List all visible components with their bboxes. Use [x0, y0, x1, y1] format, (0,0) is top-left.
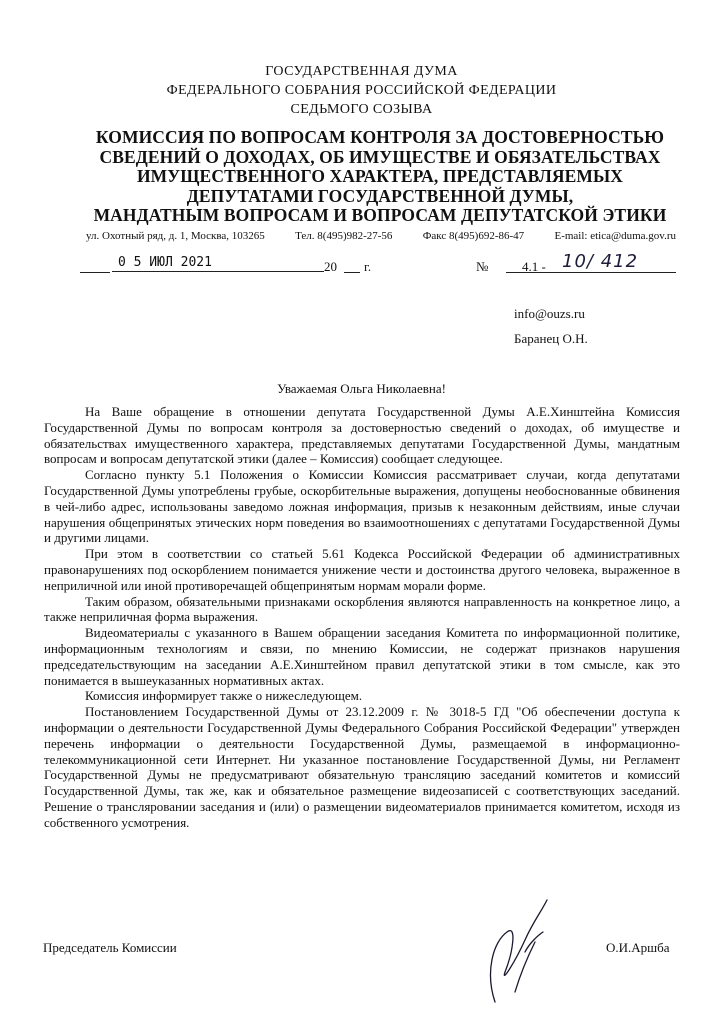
year-prefix: 20	[324, 259, 337, 274]
header-duma: ГОСУДАРСТВЕННАЯ ДУМА	[265, 64, 458, 79]
handwritten-signature	[455, 892, 575, 1012]
commission-title-line: ДЕПУТАТАМИ ГОСУДАРСТВЕННОЙ ДУМЫ,	[186, 185, 574, 206]
header-convocation: СЕДЬМОГО СОЗЫВА	[290, 102, 433, 117]
paragraph: При этом в соответствии со статьей 5.61 Кодекса Российской Федерации об административных правонарушениях под оскорблением понимается унижение чести и достоинства другого человека, выраженное в неприличной или иной противоречащей общепринятым нормам морали форме.	[44, 546, 680, 593]
number-handwritten: 10/ 412	[562, 251, 639, 272]
date-stamp: 0 5 ИЮЛ 2021	[112, 255, 324, 272]
recipient-email: info@ouzs.ru	[514, 306, 585, 321]
paragraph: Видеоматериалы с указанного в Вашем обращении заседания Комитета по информационной политике, информационным технологиям и связи, по мнению Комиссии, не содержат признаков нарушения председательствующим на заседании А.Е.Хинштейном правил депутатской этики в том смысле, как это понимается в вышеуказанных нормативных актах.	[44, 625, 680, 688]
commission-title-line: КОМИССИЯ ПО ВОПРОСАМ КОНТРОЛЯ ЗА ДОСТОВЕРНОСТЬЮ	[95, 127, 665, 147]
paragraph: Согласно пункту 5.1 Положения о Комиссии Комиссия рассматривает случаи, когда депутатами Государственной Думы употреблены грубые, оскорбительные выражения, допущены необоснованные обвинения в чей-либо адрес, использованы заведомо ложная информация, призыв к незаконным действиям, иные случаи нарушения общепринятых этических норм поведения во взаимоотношениях с депутатами Государственной Думы и другими лицами.	[44, 467, 680, 546]
recipient-name: Баранец О.Н.	[514, 331, 588, 346]
fax: Факс 8(495)692-86-47	[422, 230, 525, 242]
paragraph: Комиссия информирует также о нижеследующем.	[85, 688, 363, 704]
commission-title-line: МАНДАТНЫМ ВОПРОСАМ И ВОПРОСАМ ДЕПУТАТСКОЙ ЭТИКИ	[93, 205, 667, 225]
address: ул. Охотный ряд, д. 1, Москва, 103265	[86, 230, 265, 242]
contact-line	[86, 230, 676, 242]
number-printed: 4.1 -	[522, 259, 546, 274]
paragraph: Таким образом, обязательными признаками оскорбления являются направленность на конкретное лицо, а также неприличная форма выражения.	[44, 593, 680, 625]
signatory-name: О.И.Аршба	[606, 940, 670, 955]
year-suffix: г.	[364, 259, 372, 274]
email: E-mail: etica@duma.gov.ru	[554, 230, 676, 242]
number-label: №	[476, 259, 489, 274]
paragraph: Постановлением Государственной Думы от 23.12.2009 г. № 3018-5 ГД "Об обеспечении доступа к информации о деятельности Государственной Думы Федерального Собрания Российской Федерации" утвержден перечень информации о деятельности Государственной Думы, размещаемой в информационно-телекоммуникационной сети Интернет. Ни указанное постановление Государственной Думы, ни Регламент Государственной Думы не предусматривают обязательную трансляцию заседаний комитетов и комиссий Государственной Думы, так же, как и обязательное размещение видеозаписей с соответствующих заседаний. Решение о трансляровании заседания и (или) о размещении видеоматериалов принимается комитетом, исходя из собственного усмотрения.	[44, 704, 680, 830]
commission-title	[70, 128, 690, 226]
commission-title-line: ИМУЩЕСТВЕННОГО ХАРАКТЕРА, ПРЕДСТАВЛЯЕМЫХ	[136, 166, 624, 186]
date-underline	[80, 272, 110, 273]
commission-title-line: СВЕДЕНИЙ О ДОХОДАХ, ОБ ИМУЩЕСТВЕ И ОБЯЗАТЕЛЬСТВАХ	[99, 146, 661, 167]
salutation: Уважаемая Ольга Николаевна!	[277, 381, 446, 396]
year-underline	[344, 272, 360, 273]
paragraph: На Ваше обращение в отношении депутата Государственной Думы А.Е.Хинштейна Комиссия Государственной Думы по вопросам контроля за достоверностью сведений о доходах, об имуществе и обязательствах имущественного характера, представляемых депутатами Государственной Думы, мандатным вопросам и вопросам депутатской этики (далее – Комиссия) сообщает следующее.	[44, 404, 680, 467]
header-federal-assembly: ФЕДЕРАЛЬНОГО СОБРАНИЯ РОССИЙСКОЙ ФЕДЕРАЦИИ	[166, 83, 557, 98]
registration-row	[78, 251, 678, 277]
letter-body	[44, 404, 680, 831]
signatory-position: Председатель Комиссии	[43, 940, 177, 955]
signature-block	[0, 940, 723, 980]
phone: Тел. 8(495)982-27-56	[295, 230, 393, 242]
